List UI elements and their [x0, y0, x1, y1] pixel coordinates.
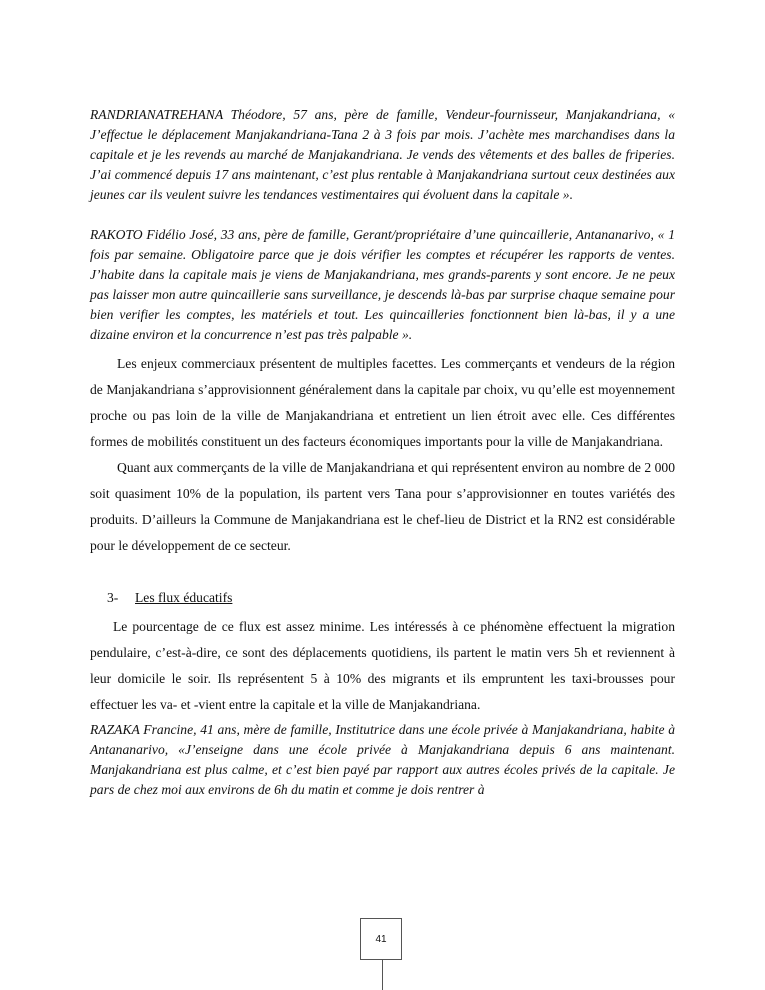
paragraph-educational-flows: Le pourcentage de ce flux est assez minime. Les intéressés à ce phénomène effectuent la migration pendulaire, c’est-à-dire, ce sont des déplacements quotidiens, ils partent le matin vers 5h et reviennent à leur domicile le soir. Ils représentent 5 à 10% des migrants et ils empruntent les taxi-brousses pour effectuer les va- et -vient entre la capitale et la ville de Manjakandriana.: [90, 619, 675, 712]
paragraph-merchants: Quant aux commerçants de la ville de Manjakandriana et qui représentent environ au nombre de 2 000 soit quasiment 10% de la population, ils partent vers Tana pour s’approvisionner en toutes variétés des produits. D’ailleurs la Commune de Manjakandriana est le chef-lieu de District et la RN2 est considérable pour le développement de ce secteur.: [90, 460, 675, 553]
testimony-razaka: RAZAKA Francine, 41 ans, mère de famille, Institutrice dans une école privée à Manjakandriana, habite à Antananarivo, «J’enseigne dans une école privée à Manjakandriana depuis 6 ans maintenant. Manjakandriana est plus calme, et c’est bien payé par rapport aux autres écoles privés de la capitale. Je pars de chez moi aux environs de 6h du matin et comme je dois rentrer à: [90, 722, 675, 797]
page-content: [90, 105, 675, 800]
paragraph-commercial-stakes: Les enjeux commerciaux présentent de multiples facettes. Les commerçants et vendeurs de la région de Manjakandriana s’approvisionnent généralement dans la capitale par choix, vu qu’elle est moyennement proche ou pas loin de la ville de Manjakandriana et entretient un lien étroit avec elle. Ces différentes formes de mobilités constituent un des facteurs économiques importants pour la ville de Manjakandriana.: [90, 356, 675, 449]
page-number-box: [360, 918, 402, 960]
testimony-rakoto: RAKOTO Fidélio José, 33 ans, père de famille, Gerant/propriétaire d’une quincaillerie, Antananarivo, « 1 fois par semaine. Obligatoire parce que je dois vérifier les comptes et récupérer les rapports de ventes. J’habite dans la capitale mais je viens de Manjakandriana, mes grands-parents y sont encore. Je ne peux pas laisser mon autre quincaillerie sans surveillance, je descends là-bas par surprise chaque semaine pour bien verifier les comptes, les matériels et tout. Les quincailleries fonctionnent bien là-bas, il y a une dizaine environ et la concurrence n’est pas très palpable ».: [90, 227, 675, 342]
section-title: Les flux éducatifs: [135, 590, 233, 605]
section-heading: [107, 585, 675, 611]
page-number: 41: [375, 933, 387, 945]
testimony-randrianatrehana: RANDRIANATREHANA Théodore, 57 ans, père de famille, Vendeur-fournisseur, Manjakandriana, « J’effectue le déplacement Manjakandriana-Tana 2 à 3 fois par mois. J’achète mes marchandises dans la capitale et je les revends au marché de Manjakandriana. Je vends des vêtements et des balles de friperies. J’ai commencé depuis 17 ans maintenant, c’est plus rentable à Manjakandriana surtout ceux destinées aux jeunes car ils veulent suivre les tendances vestimentaires qui évoluent dans la capitale ».: [90, 107, 675, 202]
section-number: 3-: [107, 590, 119, 605]
footer-divider-line: [382, 960, 383, 990]
